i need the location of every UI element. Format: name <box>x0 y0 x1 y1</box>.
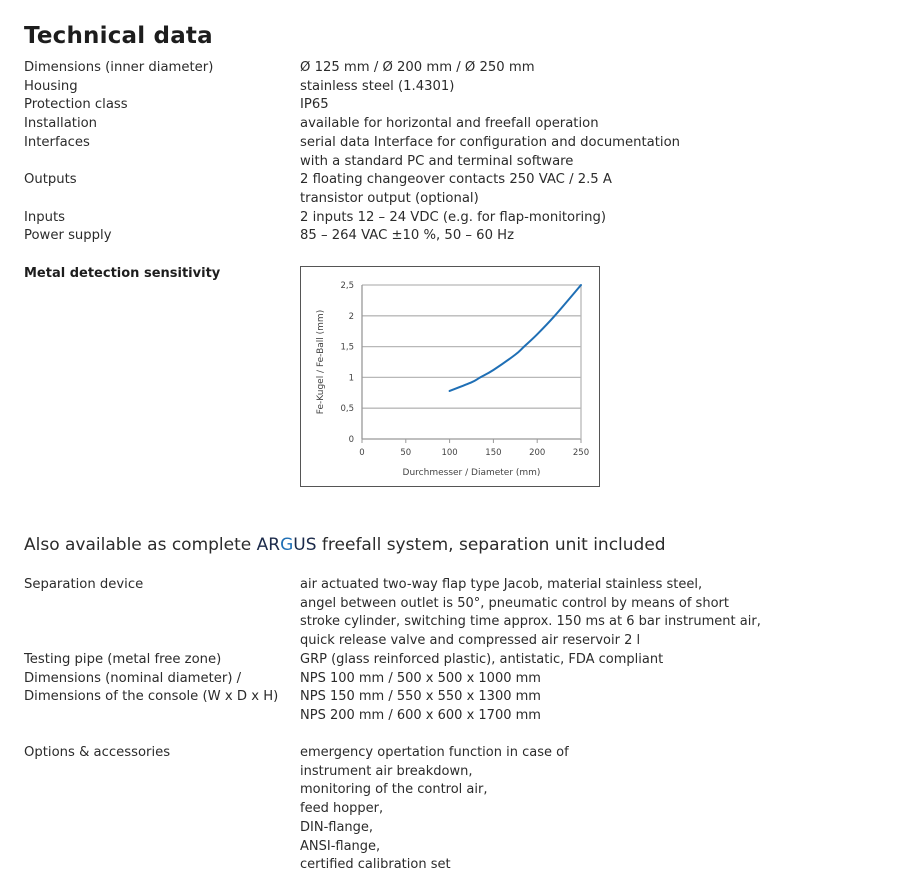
options-value-line: monitoring of the control air, <box>300 782 488 798</box>
tech-label: Outputs <box>24 172 77 188</box>
x-tick-label: 50 <box>400 448 412 458</box>
tech-values <box>300 227 514 246</box>
x-tick-label: 100 <box>441 448 458 458</box>
sep-row <box>24 651 761 670</box>
y-tick-label: 2 <box>348 311 354 322</box>
sensitivity-chart <box>300 266 600 487</box>
options-value-line: certified calibration set <box>300 857 451 873</box>
tech-values <box>300 78 454 97</box>
tech-value-line: 2 inputs 12 – 24 VDC (e.g. for flap-monitoring) <box>300 209 607 225</box>
tech-row <box>24 209 680 228</box>
y-tick-label: 1 <box>348 373 354 384</box>
sep-value-line: NPS 150 mm / 550 x 550 x 1300 mm <box>300 689 541 705</box>
tech-label: Power supply <box>24 228 112 244</box>
tech-label: Housing <box>24 78 78 94</box>
sep-value-line: angel between outlet is 50°, pneumatic control by means of short <box>300 595 729 611</box>
y-tick-label: 2,5 <box>340 281 354 291</box>
tech-values <box>300 134 680 171</box>
options-value-line: DIN-flange, <box>300 819 374 835</box>
tech-value-line: with a standard PC and terminal software <box>300 153 574 169</box>
options-value-line: emergency opertation function in case of <box>300 745 569 760</box>
sensitivity-heading: Metal detection sensitivity <box>24 266 221 281</box>
options-row <box>24 744 569 875</box>
tech-row <box>24 134 680 171</box>
x-axis-title: Durchmesser / Diameter (mm) <box>402 468 541 478</box>
tech-values <box>300 115 599 134</box>
tech-value-line: transistor output (optional) <box>300 190 479 206</box>
sep-label: Dimensions (nominal diameter) / <box>24 670 242 686</box>
tech-values <box>300 96 329 115</box>
technical-data-table <box>24 59 680 246</box>
tech-row <box>24 227 680 246</box>
options-values <box>300 744 569 875</box>
tech-value-line: IP65 <box>300 97 329 113</box>
sep-value-line: NPS 100 mm / 500 x 500 x 1000 mm <box>300 670 541 686</box>
x-tick-label: 200 <box>529 448 546 458</box>
options-label: Options & accessories <box>24 745 171 760</box>
sep-label: Dimensions of the console (W x D x H) <box>24 689 279 705</box>
sep-value-line: GRP (glass reinforced plastic), antistatic, FDA compliant <box>300 651 664 667</box>
tech-label: Protection class <box>24 97 128 113</box>
tech-label: Installation <box>24 116 98 132</box>
freefall-system-table <box>24 576 761 726</box>
sep-row <box>24 670 761 689</box>
sep-row <box>24 576 761 651</box>
tech-value-line: Ø 125 mm / Ø 200 mm / Ø 250 mm <box>300 60 535 75</box>
sep-values <box>300 651 663 670</box>
tech-label: Interfaces <box>24 134 90 150</box>
tech-value-line: available for horizontal and freefall operation <box>300 116 599 132</box>
options-table <box>24 744 569 875</box>
page-title: Technical data <box>24 23 213 50</box>
y-tick-label: 1,5 <box>340 342 354 353</box>
tech-value-line: stainless steel (1.4301) <box>300 78 455 94</box>
sep-value-line: quick release valve and compressed air reservoir 2 l <box>300 633 641 649</box>
tech-row <box>24 115 680 134</box>
sep-values <box>300 688 541 725</box>
y-tick-label: 0 <box>348 435 354 445</box>
series-line-fe-ball <box>450 285 581 391</box>
y-axis-title: Fe-Kugel / Fe-Ball (mm) <box>316 309 326 415</box>
subtitle-after: freefall system, separation unit included <box>316 535 666 555</box>
options-value-line: ANSI-flange, <box>300 838 381 854</box>
sep-values <box>300 576 761 651</box>
tech-values <box>300 59 535 78</box>
x-tick-label: 150 <box>485 448 502 458</box>
freefall-subtitle <box>24 535 666 555</box>
tech-value-line: 2 floating changeover contacts 250 VAC / 2.5 A <box>300 172 612 188</box>
tech-label: Dimensions (inner diameter) <box>24 60 214 75</box>
tech-row <box>24 171 680 208</box>
brand-name-part-2: G <box>280 535 294 555</box>
sep-label: Separation device <box>24 577 144 592</box>
sep-label: Testing pipe (metal free zone) <box>24 651 222 667</box>
subtitle-before: Also available as complete <box>24 535 257 555</box>
sep-row <box>24 688 761 725</box>
tech-value-line: serial data Interface for configuration and documentation <box>300 134 681 150</box>
sep-value-line: air actuated two-way flap type Jacob, material stainless steel, <box>300 577 703 592</box>
chart-svg <box>301 267 599 486</box>
brand-name-part-1: AR <box>256 535 281 555</box>
tech-values <box>300 171 612 208</box>
x-tick-label: 250 <box>572 448 590 458</box>
options-value-line: instrument air breakdown, <box>300 763 473 779</box>
y-tick-label: 0,5 <box>340 404 354 415</box>
tech-values <box>300 209 606 228</box>
sep-value-line: NPS 200 mm / 600 x 600 x 1700 mm <box>300 707 541 723</box>
sep-value-line: stroke cylinder, switching time approx. 150 ms at 6 bar instrument air, <box>300 614 761 630</box>
x-tick-label: 0 <box>359 448 365 458</box>
tech-row <box>24 96 680 115</box>
brand-name-part-3: US <box>293 535 317 555</box>
sep-values <box>300 670 541 689</box>
options-value-line: feed hopper, <box>300 801 384 817</box>
tech-row <box>24 59 680 78</box>
tech-row <box>24 78 680 97</box>
tech-value-line: 85 – 264 VAC ±10 %, 50 – 60 Hz <box>300 228 514 244</box>
tech-label: Inputs <box>24 209 66 225</box>
